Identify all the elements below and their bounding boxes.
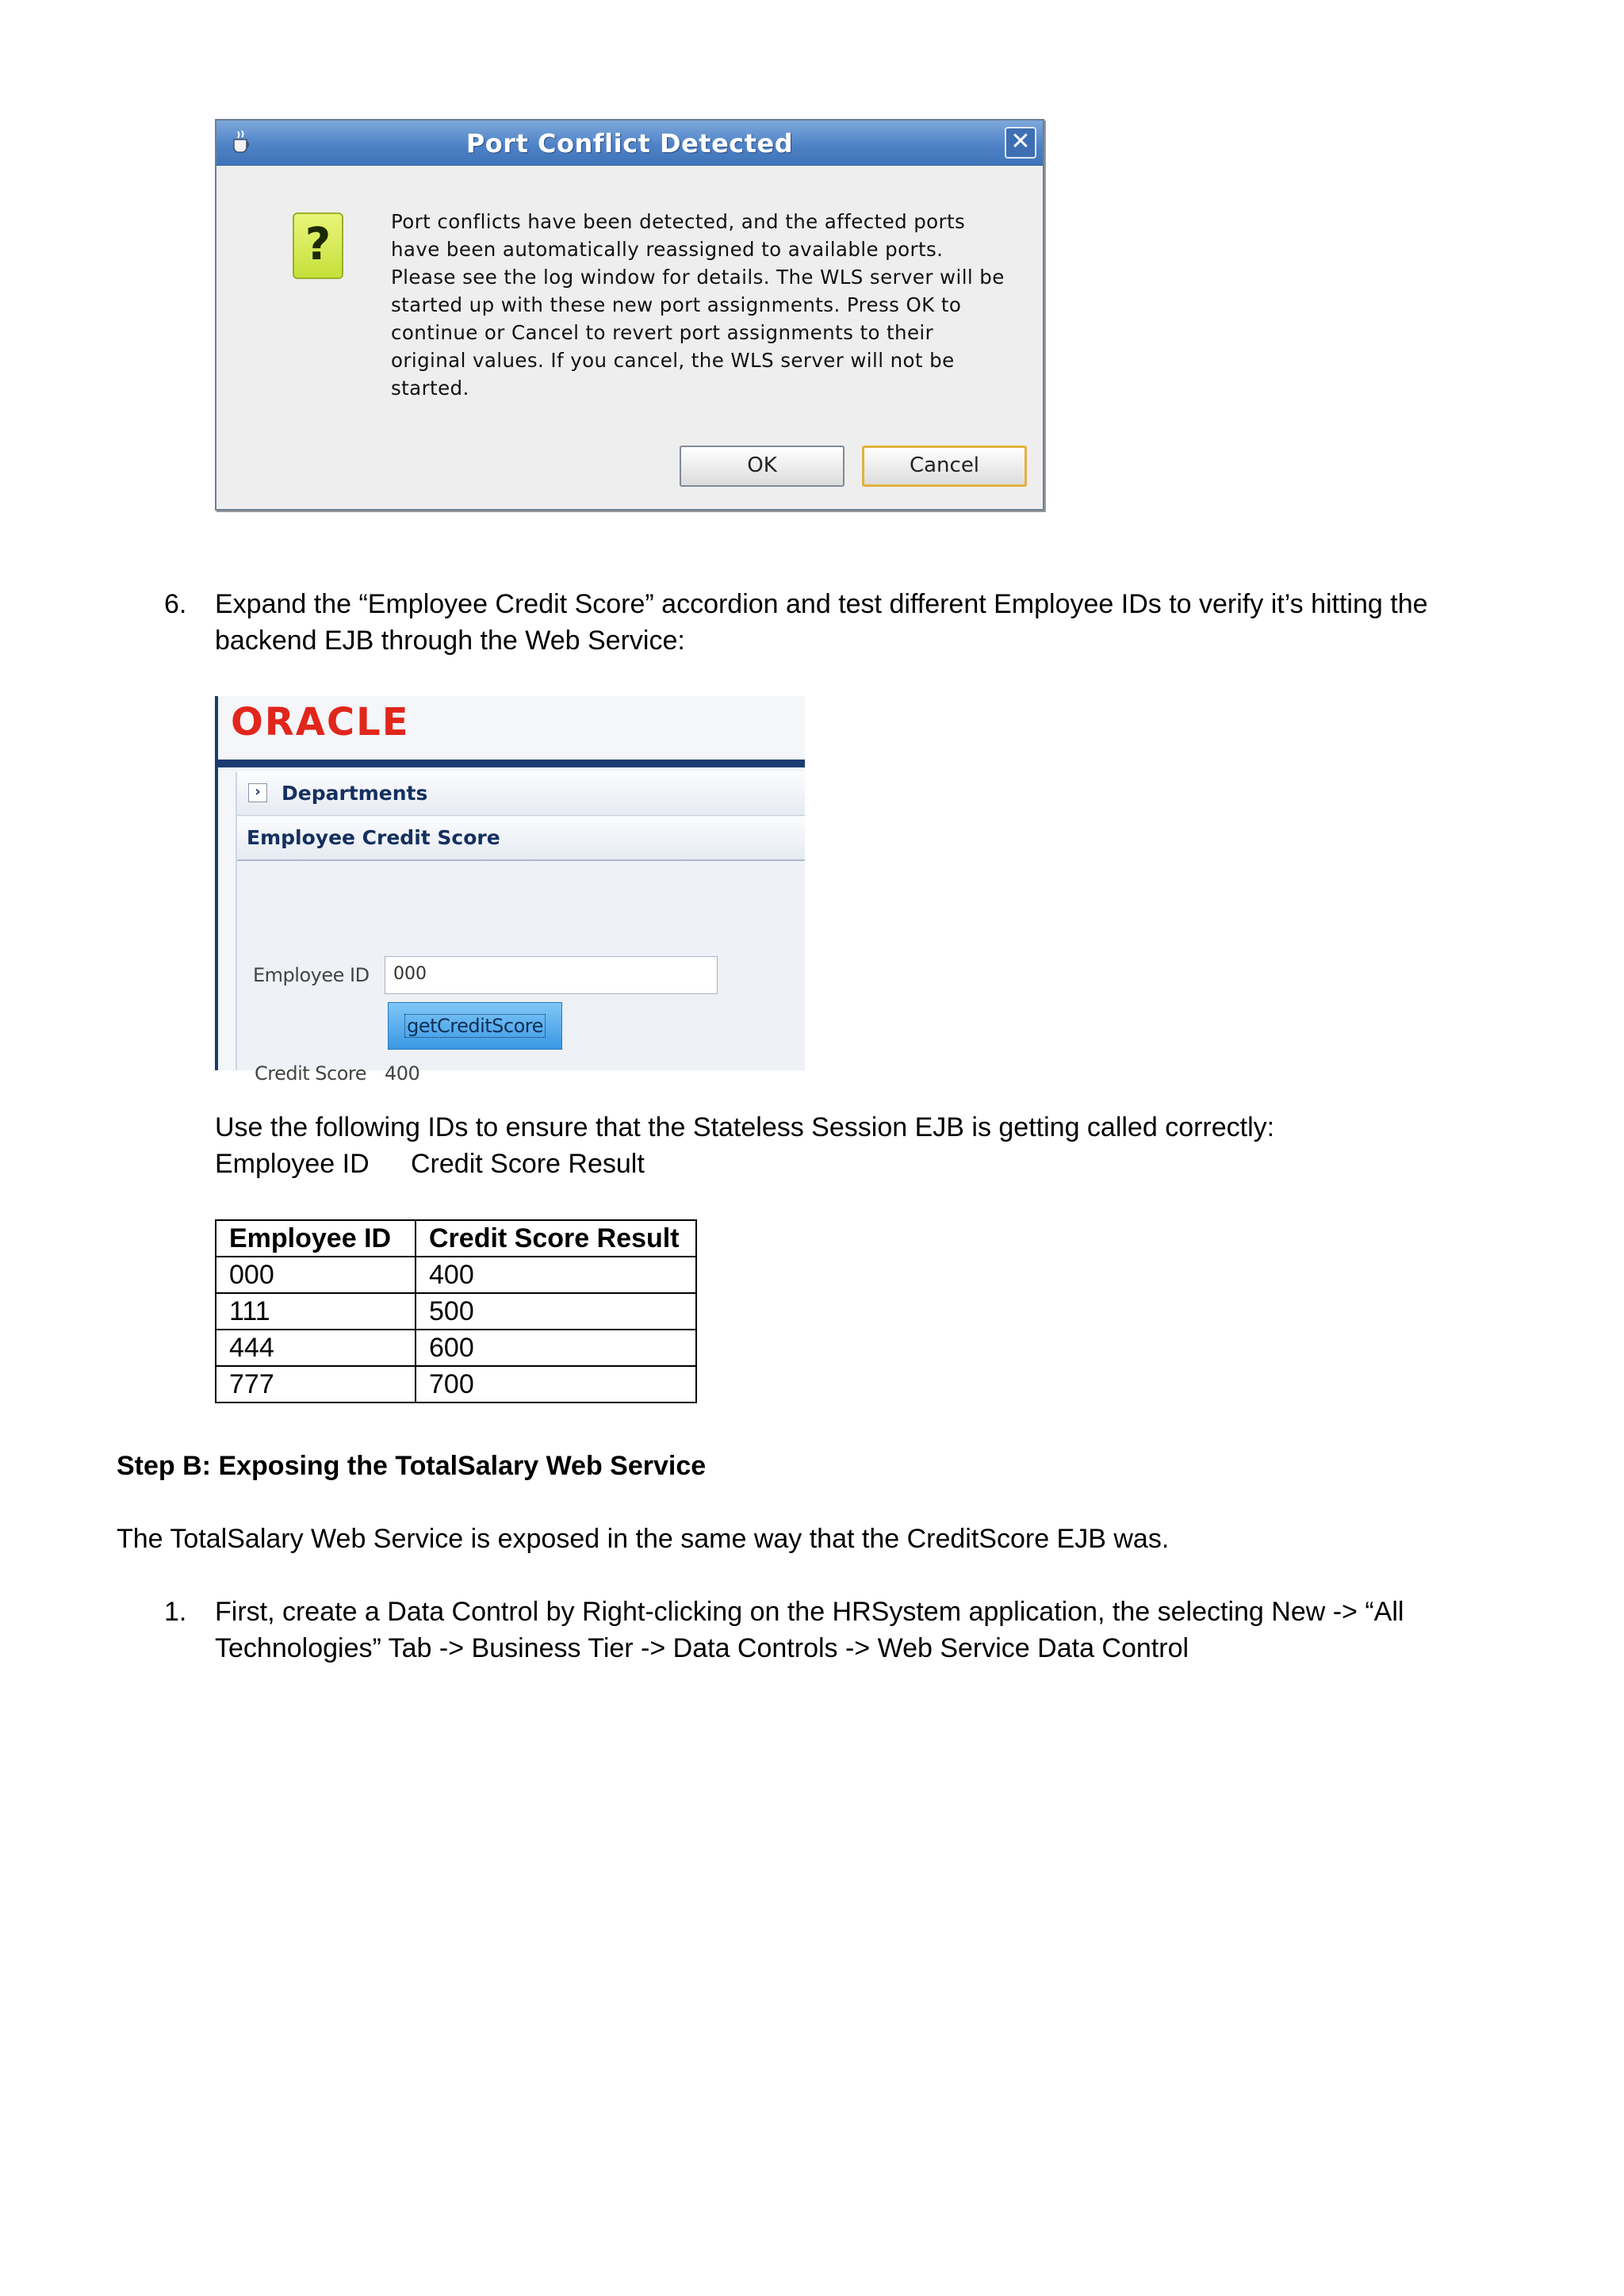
close-icon[interactable]: ✕ <box>1005 127 1036 159</box>
accordion-departments[interactable] <box>237 772 805 816</box>
question-icon: ? <box>293 212 343 279</box>
table-row <box>216 1330 696 1366</box>
ids-intro-col-1: Employee ID <box>215 1149 370 1179</box>
ok-button[interactable]: OK <box>680 446 845 487</box>
step-6-line-1: Expand the “Employee Credit Score” accordion and test different Employee IDs to verify it’s hitting the <box>215 589 1428 619</box>
employee-credit-score-label: Employee Credit Score <box>247 826 500 849</box>
step-b-heading: Step B: Exposing the TotalSalary Web Service <box>117 1451 707 1481</box>
oracle-logo: ORACLE <box>231 700 410 744</box>
cancel-button[interactable]: Cancel <box>862 446 1027 487</box>
oracle-left-bar <box>215 696 218 1070</box>
table-cell: 000 <box>216 1257 416 1293</box>
dialog-title: Port Conflict Detected <box>465 128 794 159</box>
step-6-line-2: backend EJB through the Web Service: <box>215 626 685 656</box>
table-cell: 500 <box>416 1293 696 1330</box>
table-cell: 600 <box>416 1330 696 1366</box>
step-1-line-1: First, create a Data Control by Right-clicking on the HRSystem application, the selecting New -> “All <box>215 1597 1404 1627</box>
table-cell: 700 <box>416 1366 696 1402</box>
get-credit-score-label: getCreditScore <box>404 1014 546 1038</box>
step-1-line-2: Technologies” Tab -> Business Tier -> Data Controls -> Web Service Data Control <box>215 1633 1189 1663</box>
departments-label: Departments <box>282 782 428 805</box>
employee-id-label: Employee ID <box>253 964 370 986</box>
credit-score-table <box>215 1219 697 1403</box>
port-conflict-dialog <box>215 119 1044 511</box>
credit-score-value: 400 <box>385 1062 420 1085</box>
get-credit-score-button[interactable] <box>388 1002 562 1050</box>
table-row <box>216 1257 696 1293</box>
step-6-number: 6. <box>164 589 187 619</box>
table-cell: 400 <box>416 1257 696 1293</box>
step-1-number: 1. <box>164 1597 187 1627</box>
table-row <box>216 1293 696 1330</box>
table-cell: 444 <box>216 1330 416 1366</box>
credit-score-label: Credit Score <box>255 1062 367 1085</box>
oracle-nav-bar <box>218 760 805 767</box>
step-b-paragraph: The TotalSalary Web Service is exposed in the same way that the CreditScore EJB was. <box>117 1524 1170 1554</box>
accordion-panel <box>236 772 805 1085</box>
table-header-cell: Credit Score Result <box>416 1220 696 1257</box>
dialog-message: Port conflicts have been detected, and the affected ports have been automatically reassigned to available ports. Please see the log window for details. The WLS server will be started up with these new port assignments. Press OK to continue or Cancel to revert port assignments to their original values. If you cancel, the WLS server will not be started. <box>391 210 1005 400</box>
table-header-cell: Employee ID <box>216 1220 416 1257</box>
chevron-right-icon: › <box>248 783 267 802</box>
employee-id-input[interactable]: 000 <box>385 956 718 994</box>
dialog-titlebar <box>216 121 1043 166</box>
ids-intro-line: Use the following IDs to ensure that the Stateless Session EJB is getting called correctly: <box>215 1112 1275 1142</box>
table-row <box>216 1366 696 1402</box>
table-cell: 777 <box>216 1366 416 1402</box>
oracle-app-screenshot <box>215 696 805 1085</box>
ids-intro-col-2: Credit Score Result <box>411 1149 645 1179</box>
accordion-employee-credit-score[interactable] <box>237 817 805 861</box>
table-cell: 111 <box>216 1293 416 1330</box>
table-header-row <box>216 1220 696 1257</box>
